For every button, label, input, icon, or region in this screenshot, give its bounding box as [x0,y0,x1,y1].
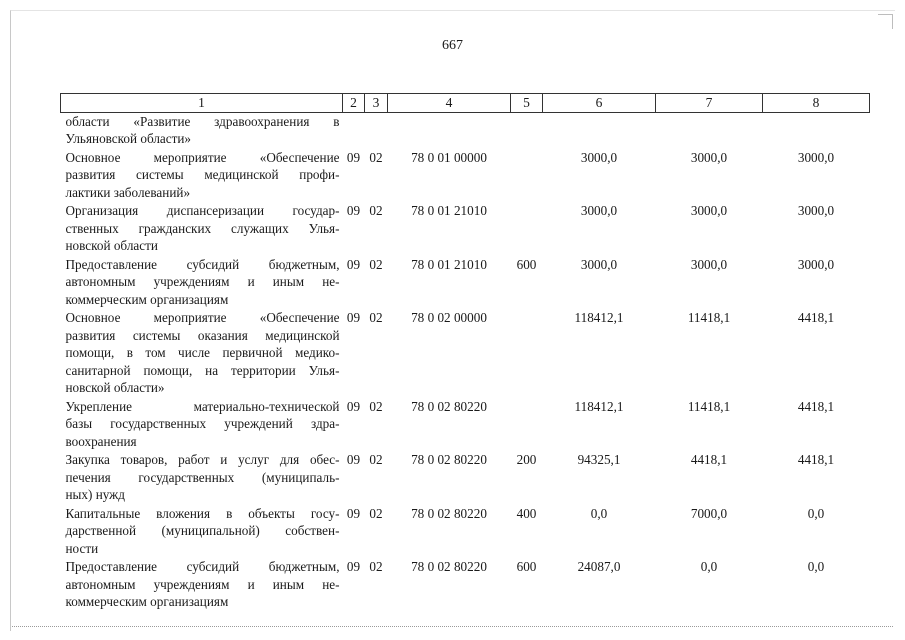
table-row [61,112,870,149]
table-row [61,256,870,310]
amount-col-8: 0,0 [807,505,825,521]
target-article-code [388,112,511,149]
expense-type-code [511,398,543,452]
subsection-code: 02 [369,256,383,272]
section-code: 09 [346,203,361,218]
column-header-7: 7 [656,94,763,113]
column-header-8: 8 [763,94,870,113]
amount-col-8: 3000,0 [797,149,835,165]
amount-col-8: 3000,0 [797,256,835,272]
row-description [61,558,343,612]
table-row [61,558,870,612]
table-row [61,202,870,256]
target-article-code: 78 0 02 00000 [411,310,487,325]
description-line: базы государственных учреждений здра- [65,416,340,431]
amount-col-6: 118412,1 [574,310,624,325]
table-row [61,451,870,505]
description-line: Предоставление субсидий бюджетным, [65,559,340,574]
description-line: санитарной помощи, на территории Улья- [65,362,340,378]
amount-col-7: 3000,0 [690,256,728,272]
page-bottom-edge [12,626,893,627]
page-number: 667 [442,38,463,53]
target-article-code: 78 0 01 21010 [411,256,487,272]
row-description [61,505,343,559]
column-header-6: 6 [543,94,656,113]
target-article-code: 78 0 02 80220 [411,505,487,521]
amount-col-6: 94325,1 [577,452,621,467]
row-description [61,398,343,452]
section-code [343,112,365,149]
table-row [61,505,870,559]
section-code: 09 [346,398,361,414]
column-header-2: 2 [343,94,365,113]
amount-col-8: 3000,0 [797,203,835,218]
subsection-code: 02 [369,505,383,521]
target-article-code: 78 0 02 80220 [411,452,487,467]
description-line: Организация диспансеризации государ- [65,203,340,218]
column-header-4: 4 [388,94,511,113]
table-row [61,149,870,203]
expense-type-code: 600 [516,559,537,574]
row-description [61,149,343,203]
amount-col-8: 0,0 [807,559,825,574]
target-article-code: 78 0 01 00000 [411,149,487,165]
row-description [61,202,343,256]
target-article-code: 78 0 01 21010 [411,203,487,218]
amount-col-6: 118412,1 [574,398,624,414]
description-line: помощи, в том числе первичной медико- [65,345,340,360]
expense-type-code [511,112,543,149]
amount-col-8 [763,112,870,149]
row-description [61,112,343,149]
section-code: 09 [346,452,361,467]
amount-col-6: 3000,0 [580,149,618,165]
row-description [61,451,343,505]
description-line: лактики заболеваний» [65,184,191,200]
amount-col-6 [543,112,656,149]
header-row [61,94,870,113]
expense-type-code [511,149,543,203]
table-row [61,398,870,452]
section-code: 09 [346,256,361,272]
section-code: 09 [346,559,361,574]
subsection-code: 02 [369,452,383,467]
expense-type-code [511,202,543,256]
description-line: автономным учреждениям и иным не- [65,576,340,592]
row-description [61,256,343,310]
description-line: развития системы медицинской профи- [65,167,340,182]
description-line: Основное мероприятие «Обеспечение [65,149,340,165]
amount-col-6: 24087,0 [577,559,621,574]
subsection-code: 02 [369,149,383,165]
description-line: ных) нужд [65,487,125,502]
description-line: Капитальные вложения в объекты госу- [65,505,340,521]
amount-col-7: 11418,1 [687,310,731,325]
amount-col-7: 3000,0 [690,203,728,218]
subsection-code: 02 [369,559,383,574]
description-line: печения государственных (муниципаль- [65,469,340,485]
subsection-code: 02 [369,310,383,325]
description-line: Основное мероприятие «Обеспечение [65,310,340,325]
column-header-1: 1 [61,94,343,113]
row-description [61,309,343,398]
description-line: ности [65,540,99,556]
amount-col-8: 4418,1 [797,310,835,325]
description-line: коммерческим организациям [65,291,229,307]
description-line: коммерческим организациям [65,594,229,609]
amount-col-7: 7000,0 [690,505,728,521]
description-line: Предоставление субсидий бюджетным, [65,256,340,272]
target-article-code: 78 0 02 80220 [411,559,487,574]
page-corner-mark [878,14,893,29]
amount-col-6: 3000,0 [580,203,618,218]
section-code: 09 [346,149,361,165]
subsection-code [365,112,388,149]
description-line: новской области» [65,380,165,395]
subsection-code: 02 [369,203,383,218]
expense-type-code: 200 [516,452,537,467]
section-code: 09 [346,310,361,325]
expense-type-code [511,309,543,398]
description-line: развития системы оказания медицинской [65,327,340,343]
description-line: новской области [65,238,158,253]
amount-col-7: 4418,1 [690,452,728,467]
description-line: Укрепление материально-технической [65,398,340,414]
amount-col-8: 4418,1 [797,452,835,467]
budget-table [60,93,870,612]
amount-col-7: 11418,1 [687,398,731,414]
description-line: области «Развитие здравоохранения в [65,113,340,129]
amount-col-6: 3000,0 [580,256,618,272]
amount-col-7: 0,0 [700,559,718,574]
table-body [61,112,870,612]
description-line: воохранения [65,433,137,449]
table-row [61,309,870,398]
subsection-code: 02 [369,398,383,414]
column-header-3: 3 [365,94,388,113]
amount-col-6: 0,0 [590,505,608,521]
expense-type-code: 400 [516,505,537,521]
description-line: дарственной (муниципальной) собствен- [65,523,340,538]
amount-col-7: 3000,0 [690,149,728,165]
expense-type-code: 600 [516,256,537,272]
description-line: Закупка товаров, работ и услуг для обес- [65,452,340,467]
amount-col-8: 4418,1 [797,398,835,414]
description-line: автономным учреждениям и иным не- [65,274,340,289]
section-code: 09 [346,505,361,521]
description-line: ственных гражданских служащих Улья- [65,220,340,236]
target-article-code: 78 0 02 80220 [411,398,487,414]
amount-col-7 [656,112,763,149]
column-header-5: 5 [511,94,543,113]
description-line: Ульяновской области» [65,131,192,146]
